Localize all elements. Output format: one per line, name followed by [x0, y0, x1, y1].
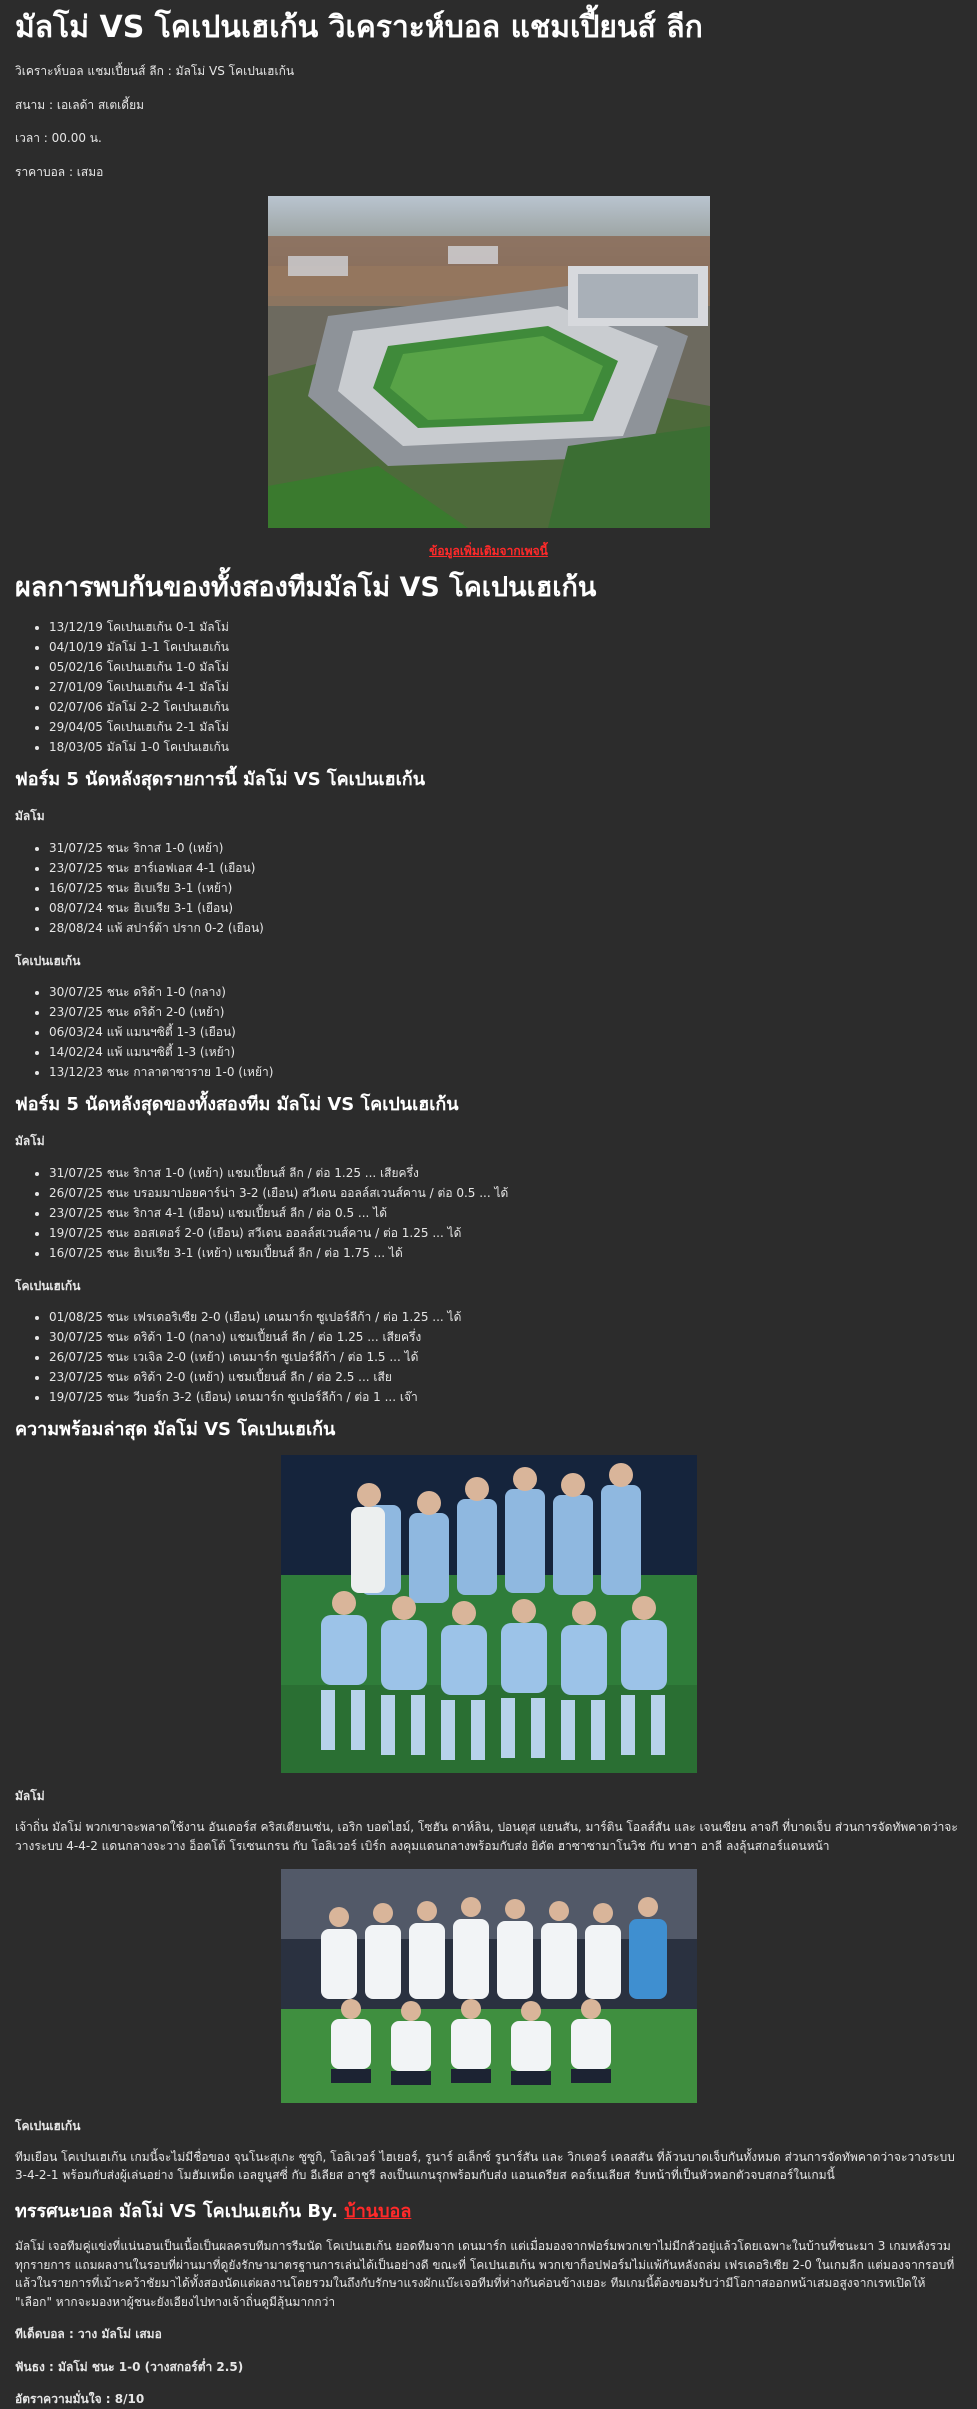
- form5-team2-label: โคเปนเฮเก้น: [15, 953, 81, 968]
- list-item: • 05/02/16 โคเปนเฮเก้น 1-0 มัลโม่: [49, 657, 962, 677]
- meta-analysis: วิเคราะห์บอล แชมเปี้ยนส์ ลีก : มัลโม่ VS โคเปนเฮเก้น: [15, 64, 295, 78]
- form5-team2-list: [15, 982, 962, 1082]
- ready-heading: ความพร้อมล่าสุด มัลโม่ VS โคเปนเฮเก้น: [15, 1419, 336, 1441]
- h2h-heading: ผลการพบกันของทั้งสองทีมมัลโม่ VS โคเปนเฮเก้น: [15, 571, 597, 603]
- form5-team1-list: [15, 838, 962, 938]
- ready-team1-text: เจ้าถิ่น มัลโม่ พวกเขาจะพลาดใช้งาน อันเดอร์ส คริสเตียนเซ่น, เอริก บอตไฮม์, โซฮัน ดาห์ลิน, ปอนตุส แยนสัน, มาร์ติน โอลส์สัน และ เจนเซียน ลาจกี ที่บาดเจ็บ ส่วนการจัดทัพคาดว่าจะวางระบบ 4-4-2 แดนกลางจะวาง อ็อตโต้ โรเซนเกรน กับ โอลิเวอร์ เบิร์ก ลงคุมแดนกลางพร้อมกับส่ง ยิดัต ฮาซาซามาโนวิช กับ ทาฮา อาลี ลงลุ้นสกอร์แดนหน้า: [15, 1819, 958, 1853]
- form5-heading: ฟอร์ม 5 นัดหลังสุดรายการนี้ มัลโม่ VS โคเปนเฮเก้น: [15, 768, 426, 790]
- view-text: มัลโม่ เจอทีมคู่แข่งที่แน่นอนเป็นเนื้อเป็นผลครบทีมการรีมนัด โคเปนเฮเก้น ยอดทีมจาก เดนมาร์ก แต่เมื่อมองจากฟอร์มพวกเขาไม่มีกลัวอยู่แล้วโดยเฉพาะในบ้านที่ชนะมา 3 เกมหลังรวมทุกรายการ แถมผลงานในรอบที่ผ่านมาที่ดูยังรักษามาตรฐานการเล่นได้เป็นอย่างดี ขณะที่ โคเปนเฮเก้น พวกเขาก็อปฟอร์มไม่แพ้กันหลังถล่ม เฟรเดอริเซีย 2-0 ในเกมลีก แต่มองจากรอบที่แล้วในรายการที่เม้าะคว้าชัยมาได้ทั้งสองนัดแต่ผลงานโดยรวมในถึงกับรักษาแรงผักแบ๊ะเจอทีมที่ห่างกันค่อนข้างเยอะ ทีมเกมนี้ต้องขอมรับว่ามีโอกาสออกหน้าเสมอสูงจากเรทเปิดให้ "เลือก" หากจะมองหาผู้ชนะยังเอียงไปทางเจ้าถิ่นดูมีลุ้นมากกว่า: [15, 2238, 955, 2309]
- confidence-line: อัตราความมั่นใจ : 8/10: [15, 2392, 145, 2407]
- stadium-aerial-image: [268, 196, 710, 528]
- list-item: • 13/12/19 โคเปนเฮเก้น 0-1 มัลโม่: [49, 617, 962, 637]
- list-item: • 01/08/25 ชนะ เฟรเดอริเซีย 2-0 (เยือน) เดนมาร์ก ซูเปอร์ลีก้า / ต่อ 1.25 ... ได้: [49, 1307, 962, 1327]
- list-item: • 23/07/25 ชนะ ฮาร์เอฟเอส 4-1 (เยือน): [49, 858, 962, 878]
- list-item: • 02/07/06 มัลโม่ 2-2 โคเปนเฮเก้น: [49, 697, 962, 717]
- list-item: • 31/07/25 ชนะ ริกาส 1-0 (เหย้า) แชมเปี้ยนส์ ลีก / ต่อ 1.25 ... เสียครึ่ง: [49, 1163, 962, 1183]
- list-item: • 19/07/25 ชนะ วีบอร์ก 3-2 (เยือน) เดนมาร์ก ซูเปอร์ลีก้า / ต่อ 1 ... เจ๊า: [49, 1387, 962, 1407]
- view-heading-text: ทรรศนะบอล มัลโม่ VS โคเปนเฮเก้น By.: [15, 2200, 338, 2222]
- h2h-list: [15, 617, 962, 757]
- list-item: • 26/07/25 ชนะ บรอมมาปอยคาร์น่า 3-2 (เยือน) สวีเดน ออลล์สเวนส์คาน / ต่อ 0.5 ... ได้: [49, 1183, 962, 1203]
- list-item: • 16/07/25 ชนะ ฮิเบเรีย 3-1 (เหย้า) แชมเปี้ยนส์ ลีก / ต่อ 1.75 ... ได้: [49, 1243, 962, 1263]
- list-item: • 30/07/25 ชนะ ดริด้า 1-0 (กลาง) แชมเปี้ยนส์ ลีก / ต่อ 1.25 ... เสียครึ่ง: [49, 1327, 962, 1347]
- list-item: • 18/03/05 มัลโม่ 1-0 โคเปนเฮเก้น: [49, 737, 962, 757]
- ready-team1-label: มัลโม่: [15, 1789, 45, 1804]
- list-item: • 08/07/24 ชนะ ฮิเบเรีย 3-1 (เยือน): [49, 898, 962, 918]
- list-item: • 28/08/24 แพ้ สปาร์ต้า ปราก 0-2 (เยือน): [49, 918, 962, 938]
- list-item: • 04/10/19 มัลโม่ 1-1 โคเปนเฮเก้น: [49, 637, 962, 657]
- list-item: • 16/07/25 ชนะ ฮิเบเรีย 3-1 (เหย้า): [49, 878, 962, 898]
- list-item: • 30/07/25 ชนะ ดริด้า 1-0 (กลาง): [49, 982, 962, 1002]
- list-item: • 14/02/24 แพ้ แมนฯซิตี้ 1-3 (เหย้า): [49, 1042, 962, 1062]
- list-item: • 29/04/05 โคเปนเฮเก้น 2-1 มัลโม่: [49, 717, 962, 737]
- formall-team1-label: มัลโม่: [15, 1134, 45, 1149]
- malmo-team-photo-wrap: [15, 1455, 962, 1773]
- formall-heading: ฟอร์ม 5 นัดหลังสุดของทั้งสองทีม มัลโม่ VS โคเปนเฮเก้น: [15, 1094, 459, 1116]
- view-heading-link[interactable]: บ้านบอล: [344, 2200, 412, 2222]
- form5-team1-label: มัลโม: [15, 808, 45, 823]
- formall-team2-list: [15, 1307, 962, 1407]
- page-title: มัลโม่ VS โคเปนเฮเก้น วิเคราะห์บอล แชมเปี้ยนส์ ลีก: [15, 10, 703, 45]
- malmo-team-photo: [281, 1455, 697, 1773]
- ready-team2-text: ทีมเยือน โคเปนเฮเก้น เกมนี้จะไม่มีชื่อของ จุนโนะสุเกะ ซูซูกิ, โอลิเวอร์ ไฮเยอร์, รูนาร์ อเล็กซ์ รูนาร์สัน และ วิกเตอร์ เคลสสัน ที่ล้วนบาดเจ็บกันทั้งหมด ส่วนการจัดทัพคาดว่าจะวางระบบ 3-4-2-1 พร้อมกับส่งผู้เล่นอย่าง โมฮัมเหม็ด เอลยูนูสซี่ กับ อีเลียส อาชูรี ลงเป็นแกนรุกพร้อมกับส่ง แอนเดรียส คอร์เนเลียส รับหน้าที่เป็นหัวหอกตัวจบสกอร์ในเกมนี้: [15, 2149, 955, 2183]
- meta-odds: ราคาบอล : เสมอ: [15, 164, 104, 179]
- list-item: • 23/07/25 ชนะ ริกาส 4-1 (เยือน) แชมเปี้ยนส์ ลีก / ต่อ 0.5 ... ได้: [49, 1203, 962, 1223]
- copenhagen-team-photo: [281, 1869, 697, 2103]
- list-item: • 31/07/25 ชนะ ริกาส 1-0 (เหย้า): [49, 838, 962, 858]
- tip-line: ทีเด็ดบอล : วาง มัลโม่ เสมอ: [15, 2327, 162, 2342]
- formall-team2-label: โคเปนเฮเก้น: [15, 1278, 81, 1293]
- list-item: • 23/07/25 ชนะ ดริด้า 2-0 (เหย้า) แชมเปี้ยนส์ ลีก / ต่อ 2.5 ... เสีย: [49, 1367, 962, 1387]
- ready-team2-label: โคเปนเฮเก้น: [15, 2119, 81, 2134]
- list-item: • 06/03/24 แพ้ แมนฯซิตี้ 1-3 (เยือน): [49, 1022, 962, 1042]
- list-item: • 26/07/25 ชนะ เวเจิล 2-0 (เหย้า) เดนมาร์ก ซูเปอร์ลีก้า / ต่อ 1.5 ... ได้: [49, 1347, 962, 1367]
- formall-team1-list: [15, 1163, 962, 1263]
- list-item: • 19/07/25 ชนะ ออสเตอร์ 2-0 (เยือน) สวีเดน ออลล์สเวนส์คาน / ต่อ 1.25 ... ได้: [49, 1223, 962, 1243]
- meta-stadium: สนาม : เอเลด้า สเตเดี้ยม: [15, 97, 145, 112]
- list-item: • 23/07/25 ชนะ ดริด้า 2-0 (เหย้า): [49, 1002, 962, 1022]
- list-item: • 27/01/09 โคเปนเฮเก้น 4-1 มัลโม่: [49, 677, 962, 697]
- source-link-wrap: [15, 542, 962, 561]
- source-link[interactable]: ข้อมูลเพิ่มเติมจากเพจนี้: [429, 544, 548, 559]
- prediction-line: ฟันธง : มัลโม่ ชนะ 1-0 (วางสกอร์ต่ำ 2.5): [15, 2359, 244, 2374]
- meta-time: เวลา : 00.00 น.: [15, 131, 102, 146]
- stadium-image-wrap: [15, 196, 962, 528]
- view-heading: [15, 2199, 962, 2225]
- copenhagen-team-photo-wrap: [15, 1869, 962, 2103]
- list-item: • 13/12/23 ชนะ กาลาตาซาราย 1-0 (เหย้า): [49, 1062, 962, 1082]
